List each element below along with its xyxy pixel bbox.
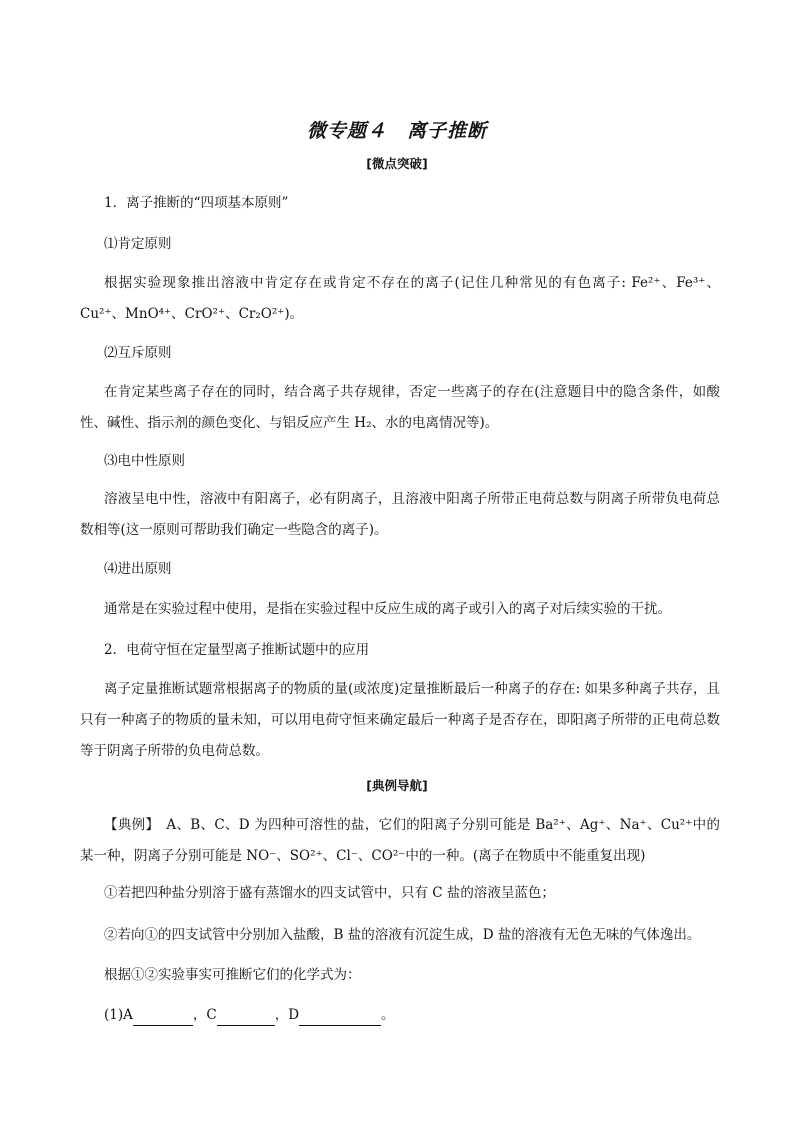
principle-affirmative-label: ⑴肯定原则 (104, 236, 172, 252)
principle-exclusive-label: ⑵互斥原则 (104, 345, 172, 361)
answer-label-a: (1)A (104, 1007, 133, 1023)
answer-line (104, 1004, 744, 1026)
example-text: 【典例】 A、B、C、D 为四种可溶性的盐，它们的阳离子分别可能是 Ba²⁺、Ag⁺、Na⁺、Cu²⁺中的某一种，阴离子分别可能是 NO⁻、SO²⁺、Cl⁻、CO²⁻中的一种。(离子在物质中不能重复出现) (80, 817, 720, 864)
answer-label-d: ，D (274, 1007, 300, 1023)
principle-neutrality-text: 溶液呈电中性，溶液中有阳离子，必有阴离子，且溶液中阳离子所带正电荷总数与阴离子所带负电荷总数相等(这一原则可帮助我们确定一些隐含的离子)。 (80, 491, 720, 538)
section-tag-micro-breakthrough (0, 154, 794, 172)
principle-exclusive-text: 在肯定某些离子存在的同时，结合离子共存规律，否定一些离子的存在(注意题目中的隐含条件，如酸性、碱性、指示剂的颜色变化、与铝反应产生 H₂、水的电离情况等)。 (80, 384, 720, 431)
principle-affirmative-text: 根据实验现象推出溶液中肯定存在或肯定不存在的离子(记住几种常见的有色离子: Fe²⁺、Fe³⁺、Cu²⁺、MnO⁴⁺、CrO²⁺、Cr₂O²⁺)。 (80, 275, 720, 322)
page-title: 微专题４ 离子推断 (306, 120, 487, 142)
answer-blank-d[interactable] (299, 1011, 381, 1026)
answer-blank-c[interactable] (217, 1011, 275, 1026)
example-step-1: ①若把四种盐分别溶于盛有蒸馏水的四支试管中，只有 C 盐的溶液呈蓝色； (104, 885, 555, 901)
section-tag-label: [典例导航] (366, 778, 428, 793)
section-tag-example-guide (0, 776, 794, 794)
heading-four-principles: 1．离子推断的“四项基本原则” (104, 195, 289, 211)
example-step-2: ②若向①的四支试管中分别加入盐酸，B 盐的溶液有沉淀生成，D 盐的溶液有无色无味的气体逸出。 (104, 927, 701, 943)
answer-end: 。 (381, 1007, 395, 1023)
principle-inout-label: ⑷进出原则 (104, 561, 172, 577)
example-conclusion: 根据①②实验事实可推断它们的化学式为： (104, 967, 361, 983)
charge-conservation-text: 离子定量推断试题常根据离子的物质的量(或浓度)定量推断最后一种离子的存在: 如果多种离子共存，且只有一种离子的物质的量未知，可以用电荷守恒来确定最后一种离子是否存在，即阳离子所带的正电荷总数等于阴离子所带的负电荷总数。 (80, 681, 720, 759)
answer-blank-a[interactable] (133, 1011, 193, 1026)
principle-neutrality-label: ⑶电中性原则 (104, 453, 185, 469)
section-tag-label: [微点突破] (366, 156, 428, 171)
heading-charge-conservation: 2．电荷守恒在定量型离子推断试题中的应用 (104, 642, 370, 658)
principle-inout-text: 通常是在实验过程中使用，是指在实验过程中反应生成的离子或引入的离子对后续实验的干扰。 (104, 601, 671, 617)
answer-label-c: ，C (192, 1007, 217, 1023)
